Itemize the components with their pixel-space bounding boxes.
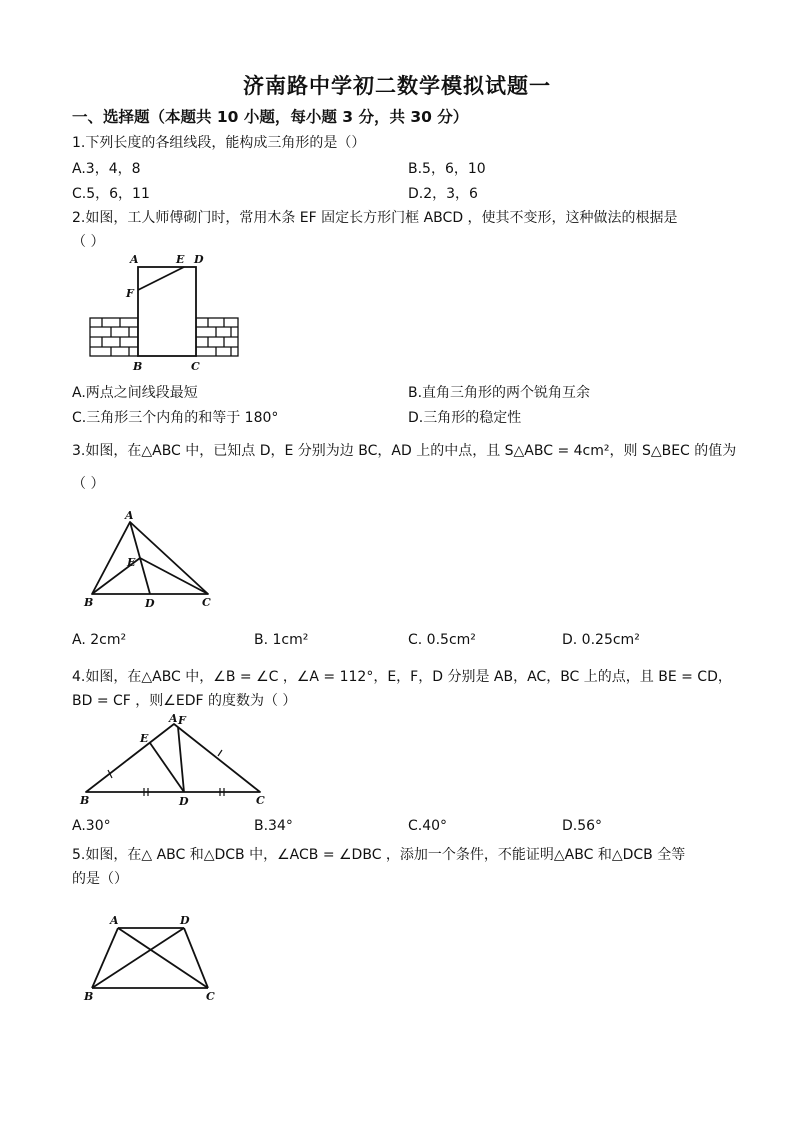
label-b: B	[80, 794, 90, 807]
label-b: B	[84, 596, 94, 609]
question-3-stem-line1: 3.如图，在△ABC 中，已知点 D，E 分别为边 BC，AD 上的中点，且 S△ABC = 4cm²，则 S△BEC 的值为	[72, 443, 737, 459]
q3-option-a: A. 2cm²	[72, 632, 127, 648]
page-title: 济南路中学初二数学模拟试题一	[243, 74, 551, 98]
right-brick-wall	[196, 318, 238, 356]
q2-door-figure	[88, 250, 248, 375]
question-5-stem-line1: 5.如图，在△ ABC 和△DCB 中，∠ACB = ∠DBC ，添加一个条件，不能证明△ABC 和△DCB 全等	[72, 847, 686, 863]
question-3-stem-line2: （ ）	[72, 476, 105, 492]
triangle-abc	[92, 522, 208, 594]
label-e: E	[127, 556, 136, 569]
question-4-stem-line1: 4.如图，在△ABC 中，∠B = ∠C ，∠A = 112°，E，F，D 分别是 AB，AC，BC 上的点，且 BE = CD，	[72, 669, 732, 685]
door-frame	[138, 267, 196, 356]
label-c: C	[206, 990, 215, 1003]
label-c: C	[191, 360, 200, 373]
label-d: D	[180, 914, 190, 927]
label-a: A	[125, 509, 134, 522]
q1-option-a: A.3，4，8	[72, 161, 141, 177]
q2-option-a: A.两点之间线段最短	[72, 385, 198, 401]
label-a: A	[110, 914, 119, 927]
label-c: C	[256, 794, 265, 807]
label-e: E	[176, 253, 185, 266]
q2-option-b: B.直角三角形的两个锐角互余	[408, 385, 591, 401]
q2-option-c: C.三角形三个内角的和等于 180°	[72, 410, 279, 426]
q3-option-b: B. 1cm²	[254, 632, 309, 648]
label-b: B	[133, 360, 143, 373]
question-5-stem-line2: 的是（）	[72, 871, 128, 887]
q3-triangle-figure	[80, 508, 230, 613]
q4-triangle-figure	[74, 712, 274, 810]
label-a: A	[169, 712, 178, 725]
segment-ed	[150, 743, 184, 792]
question-2-stem-line2: （ ）	[72, 234, 105, 250]
label-a: A	[130, 253, 139, 266]
q4-option-b: B.34°	[254, 818, 293, 834]
q5-quadrilateral-figure	[80, 912, 230, 1007]
label-e: E	[140, 732, 149, 745]
label-d: D	[194, 253, 204, 266]
q3-option-c: C. 0.5cm²	[408, 632, 476, 648]
label-f: F	[126, 287, 134, 300]
label-d: D	[179, 795, 189, 808]
segment-fd	[178, 727, 184, 792]
triangle-abc	[86, 724, 260, 792]
label-b: B	[84, 990, 94, 1003]
question-2-stem-line1: 2.如图，工人师傅砌门时，常用木条 EF 固定长方形门框 ABCD ，使其不变形，这种做法的根据是	[72, 210, 678, 226]
q4-option-a: A.30°	[72, 818, 111, 834]
left-brick-wall	[90, 318, 138, 356]
q4-option-c: C.40°	[408, 818, 448, 834]
equal-ticks	[108, 750, 224, 796]
label-c: C	[202, 596, 211, 609]
q1-option-c: C.5，6，11	[72, 186, 150, 202]
label-d: D	[145, 597, 155, 610]
q1-option-b: B.5，6，10	[408, 161, 486, 177]
q4-option-d: D.56°	[562, 818, 603, 834]
section-header: 一、选择题（本题共 10 小题，每小题 3 分，共 30 分）	[72, 108, 469, 126]
question-1-stem: 1.下列长度的各组线段，能构成三角形的是（）	[72, 135, 366, 151]
label-f: F	[178, 714, 186, 727]
question-4-stem-line2: BD = CF ，则∠EDF 的度数为（ ）	[72, 693, 297, 709]
q2-option-d: D.三角形的稳定性	[408, 410, 522, 426]
q1-option-d: D.2，3，6	[408, 186, 478, 202]
q3-option-d: D. 0.25cm²	[562, 632, 640, 648]
segment-ac	[118, 928, 208, 988]
